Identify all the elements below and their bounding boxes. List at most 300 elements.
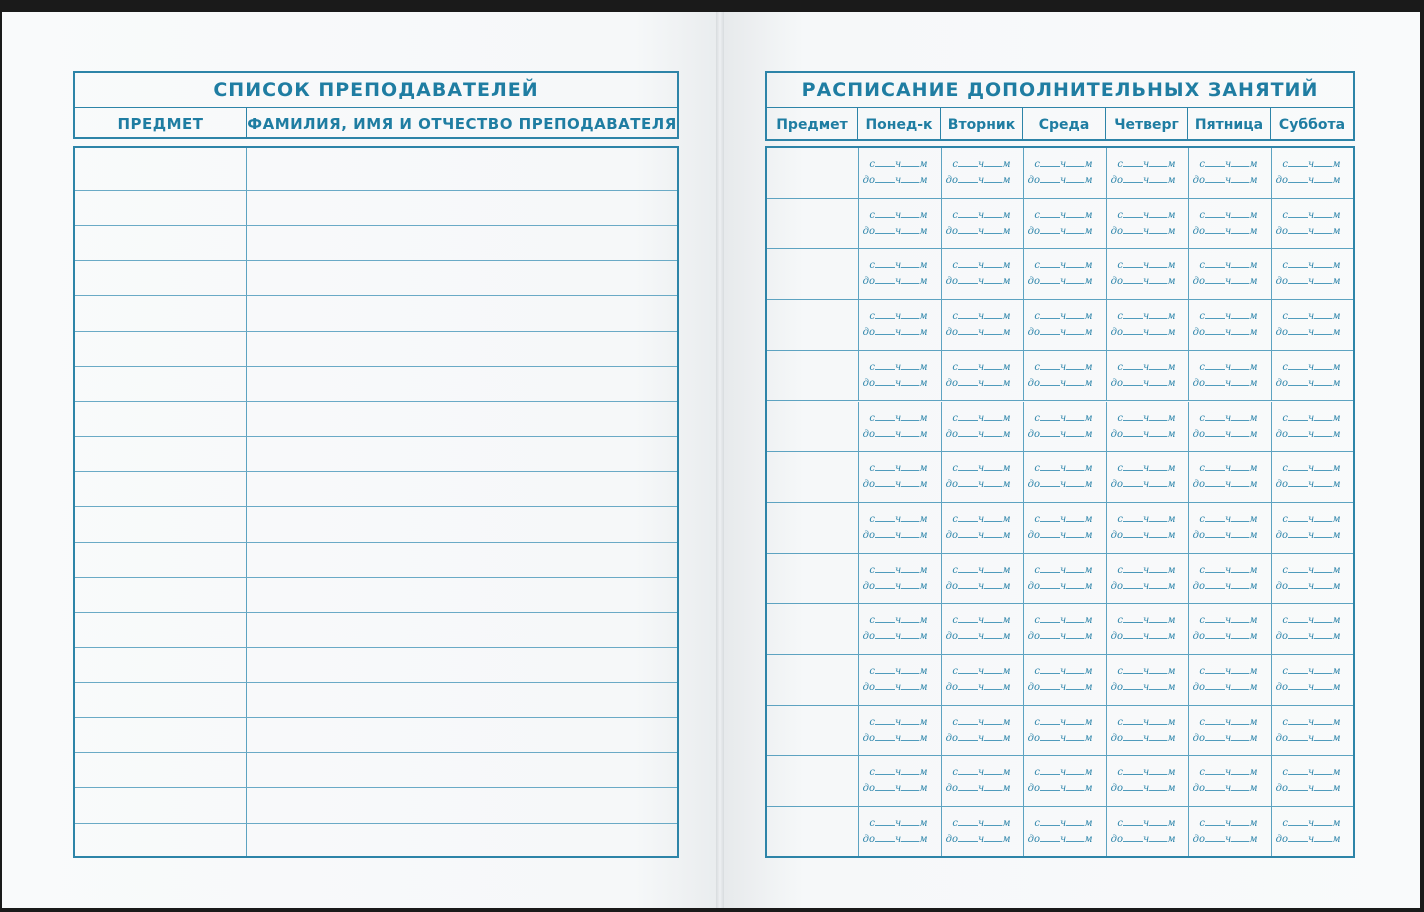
hour-blank[interactable] bbox=[875, 224, 895, 234]
minute-blank[interactable] bbox=[1231, 563, 1249, 573]
hour-blank[interactable] bbox=[1288, 664, 1308, 674]
minute-blank[interactable] bbox=[984, 731, 1002, 741]
schedule-time-cell[interactable] bbox=[1271, 706, 1353, 756]
hour-blank[interactable] bbox=[1040, 461, 1060, 471]
hour-blank[interactable] bbox=[1123, 173, 1143, 183]
hour-blank[interactable] bbox=[1123, 512, 1143, 522]
minute-blank[interactable] bbox=[984, 477, 1002, 487]
minute-blank[interactable] bbox=[1149, 461, 1167, 471]
hour-blank[interactable] bbox=[1205, 173, 1225, 183]
schedule-time-cell[interactable] bbox=[941, 655, 1023, 705]
minute-blank[interactable] bbox=[1231, 309, 1249, 319]
minute-blank[interactable] bbox=[901, 173, 919, 183]
schedule-time-cell[interactable] bbox=[941, 503, 1023, 553]
minute-blank[interactable] bbox=[1231, 579, 1249, 589]
minute-blank[interactable] bbox=[1314, 512, 1332, 522]
minute-blank[interactable] bbox=[1314, 427, 1332, 437]
minute-blank[interactable] bbox=[1314, 563, 1332, 573]
hour-blank[interactable] bbox=[1123, 477, 1143, 487]
minute-blank[interactable] bbox=[984, 258, 1002, 268]
schedule-time-cell[interactable] bbox=[941, 554, 1023, 604]
minute-blank[interactable] bbox=[1149, 157, 1167, 167]
hour-blank[interactable] bbox=[1123, 731, 1143, 741]
minute-blank[interactable] bbox=[1149, 376, 1167, 386]
schedule-subject-cell[interactable] bbox=[767, 452, 858, 502]
schedule-time-cell[interactable] bbox=[1271, 655, 1353, 705]
hour-blank[interactable] bbox=[1288, 781, 1308, 791]
hour-blank[interactable] bbox=[1288, 309, 1308, 319]
minute-blank[interactable] bbox=[1314, 477, 1332, 487]
hour-blank[interactable] bbox=[1040, 832, 1060, 842]
hour-blank[interactable] bbox=[1040, 360, 1060, 370]
minute-blank[interactable] bbox=[984, 376, 1002, 386]
hour-blank[interactable] bbox=[875, 528, 895, 538]
hour-blank[interactable] bbox=[1123, 411, 1143, 421]
schedule-time-cell[interactable] bbox=[858, 604, 941, 654]
schedule-subject-cell[interactable] bbox=[767, 503, 858, 553]
minute-blank[interactable] bbox=[984, 765, 1002, 775]
hour-blank[interactable] bbox=[1288, 360, 1308, 370]
schedule-time-cell[interactable] bbox=[941, 706, 1023, 756]
schedule-time-cell[interactable] bbox=[1023, 756, 1106, 806]
hour-blank[interactable] bbox=[1205, 816, 1225, 826]
schedule-time-cell[interactable] bbox=[858, 402, 941, 452]
hour-blank[interactable] bbox=[875, 325, 895, 335]
hour-blank[interactable] bbox=[1288, 274, 1308, 284]
minute-blank[interactable] bbox=[1149, 613, 1167, 623]
hour-blank[interactable] bbox=[875, 664, 895, 674]
schedule-time-cell[interactable] bbox=[1271, 402, 1353, 452]
hour-blank[interactable] bbox=[1205, 461, 1225, 471]
schedule-time-cell[interactable] bbox=[858, 351, 941, 401]
minute-blank[interactable] bbox=[1231, 224, 1249, 234]
minute-blank[interactable] bbox=[1149, 173, 1167, 183]
minute-blank[interactable] bbox=[984, 427, 1002, 437]
minute-blank[interactable] bbox=[1149, 360, 1167, 370]
hour-blank[interactable] bbox=[875, 781, 895, 791]
minute-blank[interactable] bbox=[1231, 376, 1249, 386]
schedule-time-cell[interactable] bbox=[1188, 148, 1271, 198]
minute-blank[interactable] bbox=[901, 781, 919, 791]
schedule-subject-cell[interactable] bbox=[767, 300, 858, 350]
schedule-time-cell[interactable] bbox=[1188, 351, 1271, 401]
minute-blank[interactable] bbox=[901, 765, 919, 775]
schedule-time-cell[interactable] bbox=[941, 604, 1023, 654]
minute-blank[interactable] bbox=[901, 528, 919, 538]
schedule-time-cell[interactable] bbox=[858, 148, 941, 198]
schedule-time-cell[interactable] bbox=[1023, 351, 1106, 401]
minute-blank[interactable] bbox=[1231, 157, 1249, 167]
hour-blank[interactable] bbox=[875, 258, 895, 268]
minute-blank[interactable] bbox=[901, 715, 919, 725]
schedule-time-cell[interactable] bbox=[941, 452, 1023, 502]
minute-blank[interactable] bbox=[901, 816, 919, 826]
schedule-time-cell[interactable] bbox=[1023, 706, 1106, 756]
minute-blank[interactable] bbox=[1066, 765, 1084, 775]
hour-blank[interactable] bbox=[1205, 360, 1225, 370]
minute-blank[interactable] bbox=[1066, 258, 1084, 268]
hour-blank[interactable] bbox=[1040, 411, 1060, 421]
hour-blank[interactable] bbox=[1040, 731, 1060, 741]
schedule-time-cell[interactable] bbox=[1188, 402, 1271, 452]
hour-blank[interactable] bbox=[1205, 781, 1225, 791]
hour-blank[interactable] bbox=[958, 461, 978, 471]
minute-blank[interactable] bbox=[984, 613, 1002, 623]
minute-blank[interactable] bbox=[1066, 274, 1084, 284]
schedule-time-cell[interactable] bbox=[1271, 756, 1353, 806]
minute-blank[interactable] bbox=[1231, 781, 1249, 791]
schedule-table[interactable] bbox=[765, 146, 1355, 858]
hour-blank[interactable] bbox=[1288, 579, 1308, 589]
hour-blank[interactable] bbox=[875, 274, 895, 284]
minute-blank[interactable] bbox=[1314, 680, 1332, 690]
minute-blank[interactable] bbox=[1149, 512, 1167, 522]
minute-blank[interactable] bbox=[1066, 309, 1084, 319]
hour-blank[interactable] bbox=[875, 613, 895, 623]
schedule-subject-cell[interactable] bbox=[767, 655, 858, 705]
minute-blank[interactable] bbox=[1066, 832, 1084, 842]
hour-blank[interactable] bbox=[1288, 715, 1308, 725]
minute-blank[interactable] bbox=[1314, 360, 1332, 370]
hour-blank[interactable] bbox=[875, 411, 895, 421]
hour-blank[interactable] bbox=[1123, 715, 1143, 725]
hour-blank[interactable] bbox=[958, 613, 978, 623]
hour-blank[interactable] bbox=[958, 208, 978, 218]
minute-blank[interactable] bbox=[984, 224, 1002, 234]
minute-blank[interactable] bbox=[1149, 258, 1167, 268]
hour-blank[interactable] bbox=[1123, 427, 1143, 437]
minute-blank[interactable] bbox=[1231, 461, 1249, 471]
schedule-time-cell[interactable] bbox=[1271, 249, 1353, 299]
hour-blank[interactable] bbox=[1040, 579, 1060, 589]
hour-blank[interactable] bbox=[875, 208, 895, 218]
minute-blank[interactable] bbox=[1066, 224, 1084, 234]
hour-blank[interactable] bbox=[875, 579, 895, 589]
minute-blank[interactable] bbox=[1314, 765, 1332, 775]
minute-blank[interactable] bbox=[1231, 208, 1249, 218]
minute-blank[interactable] bbox=[1149, 664, 1167, 674]
minute-blank[interactable] bbox=[1066, 563, 1084, 573]
hour-blank[interactable] bbox=[1288, 461, 1308, 471]
hour-blank[interactable] bbox=[1288, 765, 1308, 775]
hour-blank[interactable] bbox=[1123, 309, 1143, 319]
schedule-time-cell[interactable] bbox=[1106, 706, 1188, 756]
minute-blank[interactable] bbox=[984, 664, 1002, 674]
hour-blank[interactable] bbox=[1288, 512, 1308, 522]
schedule-time-cell[interactable] bbox=[1023, 148, 1106, 198]
schedule-time-cell[interactable] bbox=[1271, 300, 1353, 350]
minute-blank[interactable] bbox=[901, 427, 919, 437]
schedule-subject-cell[interactable] bbox=[767, 807, 858, 858]
hour-blank[interactable] bbox=[1040, 816, 1060, 826]
schedule-time-cell[interactable] bbox=[1106, 554, 1188, 604]
minute-blank[interactable] bbox=[984, 680, 1002, 690]
minute-blank[interactable] bbox=[901, 731, 919, 741]
minute-blank[interactable] bbox=[1149, 325, 1167, 335]
schedule-subject-cell[interactable] bbox=[767, 756, 858, 806]
schedule-subject-cell[interactable] bbox=[767, 199, 858, 249]
schedule-time-cell[interactable] bbox=[858, 300, 941, 350]
schedule-time-cell[interactable] bbox=[1106, 452, 1188, 502]
minute-blank[interactable] bbox=[984, 512, 1002, 522]
hour-blank[interactable] bbox=[1040, 376, 1060, 386]
minute-blank[interactable] bbox=[1314, 629, 1332, 639]
schedule-time-cell[interactable] bbox=[941, 249, 1023, 299]
minute-blank[interactable] bbox=[901, 309, 919, 319]
hour-blank[interactable] bbox=[1205, 563, 1225, 573]
hour-blank[interactable] bbox=[1123, 376, 1143, 386]
minute-blank[interactable] bbox=[1066, 173, 1084, 183]
schedule-time-cell[interactable] bbox=[1023, 199, 1106, 249]
minute-blank[interactable] bbox=[984, 325, 1002, 335]
hour-blank[interactable] bbox=[958, 731, 978, 741]
schedule-time-cell[interactable] bbox=[1188, 706, 1271, 756]
minute-blank[interactable] bbox=[1066, 731, 1084, 741]
minute-blank[interactable] bbox=[1314, 309, 1332, 319]
minute-blank[interactable] bbox=[1066, 208, 1084, 218]
schedule-time-cell[interactable] bbox=[1188, 249, 1271, 299]
hour-blank[interactable] bbox=[958, 360, 978, 370]
minute-blank[interactable] bbox=[984, 208, 1002, 218]
schedule-subject-cell[interactable] bbox=[767, 402, 858, 452]
minute-blank[interactable] bbox=[984, 309, 1002, 319]
schedule-time-cell[interactable] bbox=[1106, 756, 1188, 806]
minute-blank[interactable] bbox=[1314, 258, 1332, 268]
hour-blank[interactable] bbox=[1205, 157, 1225, 167]
minute-blank[interactable] bbox=[1314, 461, 1332, 471]
minute-blank[interactable] bbox=[1066, 816, 1084, 826]
schedule-time-cell[interactable] bbox=[941, 807, 1023, 858]
schedule-time-cell[interactable] bbox=[1188, 503, 1271, 553]
schedule-subject-cell[interactable] bbox=[767, 249, 858, 299]
schedule-subject-cell[interactable] bbox=[767, 706, 858, 756]
hour-blank[interactable] bbox=[1040, 258, 1060, 268]
hour-blank[interactable] bbox=[958, 157, 978, 167]
hour-blank[interactable] bbox=[1205, 512, 1225, 522]
minute-blank[interactable] bbox=[1149, 731, 1167, 741]
hour-blank[interactable] bbox=[1123, 832, 1143, 842]
hour-blank[interactable] bbox=[1123, 613, 1143, 623]
hour-blank[interactable] bbox=[1288, 224, 1308, 234]
minute-blank[interactable] bbox=[984, 461, 1002, 471]
hour-blank[interactable] bbox=[958, 325, 978, 335]
hour-blank[interactable] bbox=[958, 781, 978, 791]
minute-blank[interactable] bbox=[1066, 781, 1084, 791]
hour-blank[interactable] bbox=[1123, 579, 1143, 589]
schedule-time-cell[interactable] bbox=[1188, 554, 1271, 604]
hour-blank[interactable] bbox=[1123, 563, 1143, 573]
hour-blank[interactable] bbox=[958, 512, 978, 522]
minute-blank[interactable] bbox=[1231, 680, 1249, 690]
minute-blank[interactable] bbox=[1149, 427, 1167, 437]
hour-blank[interactable] bbox=[958, 629, 978, 639]
hour-blank[interactable] bbox=[1123, 680, 1143, 690]
schedule-time-cell[interactable] bbox=[1106, 148, 1188, 198]
minute-blank[interactable] bbox=[901, 613, 919, 623]
minute-blank[interactable] bbox=[1231, 512, 1249, 522]
hour-blank[interactable] bbox=[1205, 325, 1225, 335]
hour-blank[interactable] bbox=[1040, 664, 1060, 674]
minute-blank[interactable] bbox=[901, 579, 919, 589]
minute-blank[interactable] bbox=[984, 563, 1002, 573]
hour-blank[interactable] bbox=[1123, 208, 1143, 218]
hour-blank[interactable] bbox=[1205, 664, 1225, 674]
minute-blank[interactable] bbox=[1149, 765, 1167, 775]
minute-blank[interactable] bbox=[1231, 258, 1249, 268]
schedule-time-cell[interactable] bbox=[1271, 351, 1353, 401]
minute-blank[interactable] bbox=[984, 360, 1002, 370]
minute-blank[interactable] bbox=[984, 157, 1002, 167]
minute-blank[interactable] bbox=[901, 461, 919, 471]
hour-blank[interactable] bbox=[875, 731, 895, 741]
schedule-time-cell[interactable] bbox=[858, 706, 941, 756]
minute-blank[interactable] bbox=[1149, 411, 1167, 421]
hour-blank[interactable] bbox=[1205, 427, 1225, 437]
hour-blank[interactable] bbox=[1288, 563, 1308, 573]
hour-blank[interactable] bbox=[958, 528, 978, 538]
minute-blank[interactable] bbox=[1314, 528, 1332, 538]
schedule-time-cell[interactable] bbox=[1106, 402, 1188, 452]
minute-blank[interactable] bbox=[1149, 477, 1167, 487]
minute-blank[interactable] bbox=[1314, 224, 1332, 234]
schedule-time-cell[interactable] bbox=[858, 249, 941, 299]
hour-blank[interactable] bbox=[1205, 274, 1225, 284]
schedule-time-cell[interactable] bbox=[1271, 199, 1353, 249]
hour-blank[interactable] bbox=[1040, 325, 1060, 335]
minute-blank[interactable] bbox=[901, 664, 919, 674]
hour-blank[interactable] bbox=[1123, 274, 1143, 284]
hour-blank[interactable] bbox=[1040, 157, 1060, 167]
schedule-time-cell[interactable] bbox=[858, 756, 941, 806]
hour-blank[interactable] bbox=[1205, 731, 1225, 741]
minute-blank[interactable] bbox=[1149, 224, 1167, 234]
schedule-time-cell[interactable] bbox=[1023, 655, 1106, 705]
minute-blank[interactable] bbox=[901, 832, 919, 842]
minute-blank[interactable] bbox=[1314, 816, 1332, 826]
hour-blank[interactable] bbox=[1205, 579, 1225, 589]
minute-blank[interactable] bbox=[901, 208, 919, 218]
minute-blank[interactable] bbox=[1066, 715, 1084, 725]
hour-blank[interactable] bbox=[1040, 715, 1060, 725]
hour-blank[interactable] bbox=[1040, 528, 1060, 538]
hour-blank[interactable] bbox=[875, 376, 895, 386]
hour-blank[interactable] bbox=[875, 765, 895, 775]
minute-blank[interactable] bbox=[901, 360, 919, 370]
hour-blank[interactable] bbox=[1288, 731, 1308, 741]
schedule-subject-cell[interactable] bbox=[767, 554, 858, 604]
schedule-time-cell[interactable] bbox=[941, 148, 1023, 198]
hour-blank[interactable] bbox=[1040, 563, 1060, 573]
schedule-time-cell[interactable] bbox=[1023, 503, 1106, 553]
minute-blank[interactable] bbox=[984, 173, 1002, 183]
hour-blank[interactable] bbox=[1205, 208, 1225, 218]
hour-blank[interactable] bbox=[1040, 613, 1060, 623]
schedule-time-cell[interactable] bbox=[1188, 655, 1271, 705]
minute-blank[interactable] bbox=[1314, 715, 1332, 725]
minute-blank[interactable] bbox=[1231, 427, 1249, 437]
hour-blank[interactable] bbox=[1123, 258, 1143, 268]
schedule-time-cell[interactable] bbox=[1023, 402, 1106, 452]
minute-blank[interactable] bbox=[901, 563, 919, 573]
schedule-time-cell[interactable] bbox=[1271, 807, 1353, 858]
minute-blank[interactable] bbox=[1314, 208, 1332, 218]
hour-blank[interactable] bbox=[958, 376, 978, 386]
minute-blank[interactable] bbox=[984, 715, 1002, 725]
hour-blank[interactable] bbox=[1123, 157, 1143, 167]
schedule-time-cell[interactable] bbox=[858, 807, 941, 858]
minute-blank[interactable] bbox=[1066, 613, 1084, 623]
schedule-time-cell[interactable] bbox=[1023, 452, 1106, 502]
minute-blank[interactable] bbox=[1149, 563, 1167, 573]
minute-blank[interactable] bbox=[1231, 360, 1249, 370]
minute-blank[interactable] bbox=[1314, 832, 1332, 842]
minute-blank[interactable] bbox=[901, 629, 919, 639]
schedule-time-cell[interactable] bbox=[858, 655, 941, 705]
minute-blank[interactable] bbox=[1231, 832, 1249, 842]
hour-blank[interactable] bbox=[875, 360, 895, 370]
hour-blank[interactable] bbox=[1205, 224, 1225, 234]
hour-blank[interactable] bbox=[958, 664, 978, 674]
hour-blank[interactable] bbox=[875, 680, 895, 690]
schedule-time-cell[interactable] bbox=[1106, 300, 1188, 350]
minute-blank[interactable] bbox=[1231, 274, 1249, 284]
minute-blank[interactable] bbox=[901, 411, 919, 421]
minute-blank[interactable] bbox=[1066, 360, 1084, 370]
hour-blank[interactable] bbox=[1123, 664, 1143, 674]
minute-blank[interactable] bbox=[984, 781, 1002, 791]
minute-blank[interactable] bbox=[1314, 274, 1332, 284]
hour-blank[interactable] bbox=[1205, 765, 1225, 775]
hour-blank[interactable] bbox=[1123, 325, 1143, 335]
hour-blank[interactable] bbox=[875, 461, 895, 471]
minute-blank[interactable] bbox=[1066, 629, 1084, 639]
schedule-time-cell[interactable] bbox=[858, 503, 941, 553]
hour-blank[interactable] bbox=[1040, 224, 1060, 234]
hour-blank[interactable] bbox=[958, 274, 978, 284]
hour-blank[interactable] bbox=[1040, 173, 1060, 183]
hour-blank[interactable] bbox=[1205, 411, 1225, 421]
minute-blank[interactable] bbox=[1314, 376, 1332, 386]
hour-blank[interactable] bbox=[958, 816, 978, 826]
hour-blank[interactable] bbox=[958, 563, 978, 573]
schedule-time-cell[interactable] bbox=[1106, 199, 1188, 249]
hour-blank[interactable] bbox=[1040, 274, 1060, 284]
hour-blank[interactable] bbox=[1288, 816, 1308, 826]
hour-blank[interactable] bbox=[1123, 781, 1143, 791]
schedule-time-cell[interactable] bbox=[858, 199, 941, 249]
hour-blank[interactable] bbox=[875, 427, 895, 437]
schedule-time-cell[interactable] bbox=[1188, 452, 1271, 502]
schedule-time-cell[interactable] bbox=[1023, 807, 1106, 858]
minute-blank[interactable] bbox=[1066, 528, 1084, 538]
hour-blank[interactable] bbox=[958, 579, 978, 589]
schedule-time-cell[interactable] bbox=[1106, 655, 1188, 705]
hour-blank[interactable] bbox=[1040, 477, 1060, 487]
schedule-time-cell[interactable] bbox=[1188, 807, 1271, 858]
minute-blank[interactable] bbox=[1314, 411, 1332, 421]
minute-blank[interactable] bbox=[1149, 629, 1167, 639]
hour-blank[interactable] bbox=[1123, 816, 1143, 826]
hour-blank[interactable] bbox=[1123, 765, 1143, 775]
schedule-time-cell[interactable] bbox=[1023, 249, 1106, 299]
minute-blank[interactable] bbox=[1149, 781, 1167, 791]
schedule-subject-cell[interactable] bbox=[767, 148, 858, 198]
schedule-time-cell[interactable] bbox=[1271, 452, 1353, 502]
hour-blank[interactable] bbox=[958, 224, 978, 234]
minute-blank[interactable] bbox=[1231, 816, 1249, 826]
hour-blank[interactable] bbox=[958, 173, 978, 183]
minute-blank[interactable] bbox=[1149, 274, 1167, 284]
